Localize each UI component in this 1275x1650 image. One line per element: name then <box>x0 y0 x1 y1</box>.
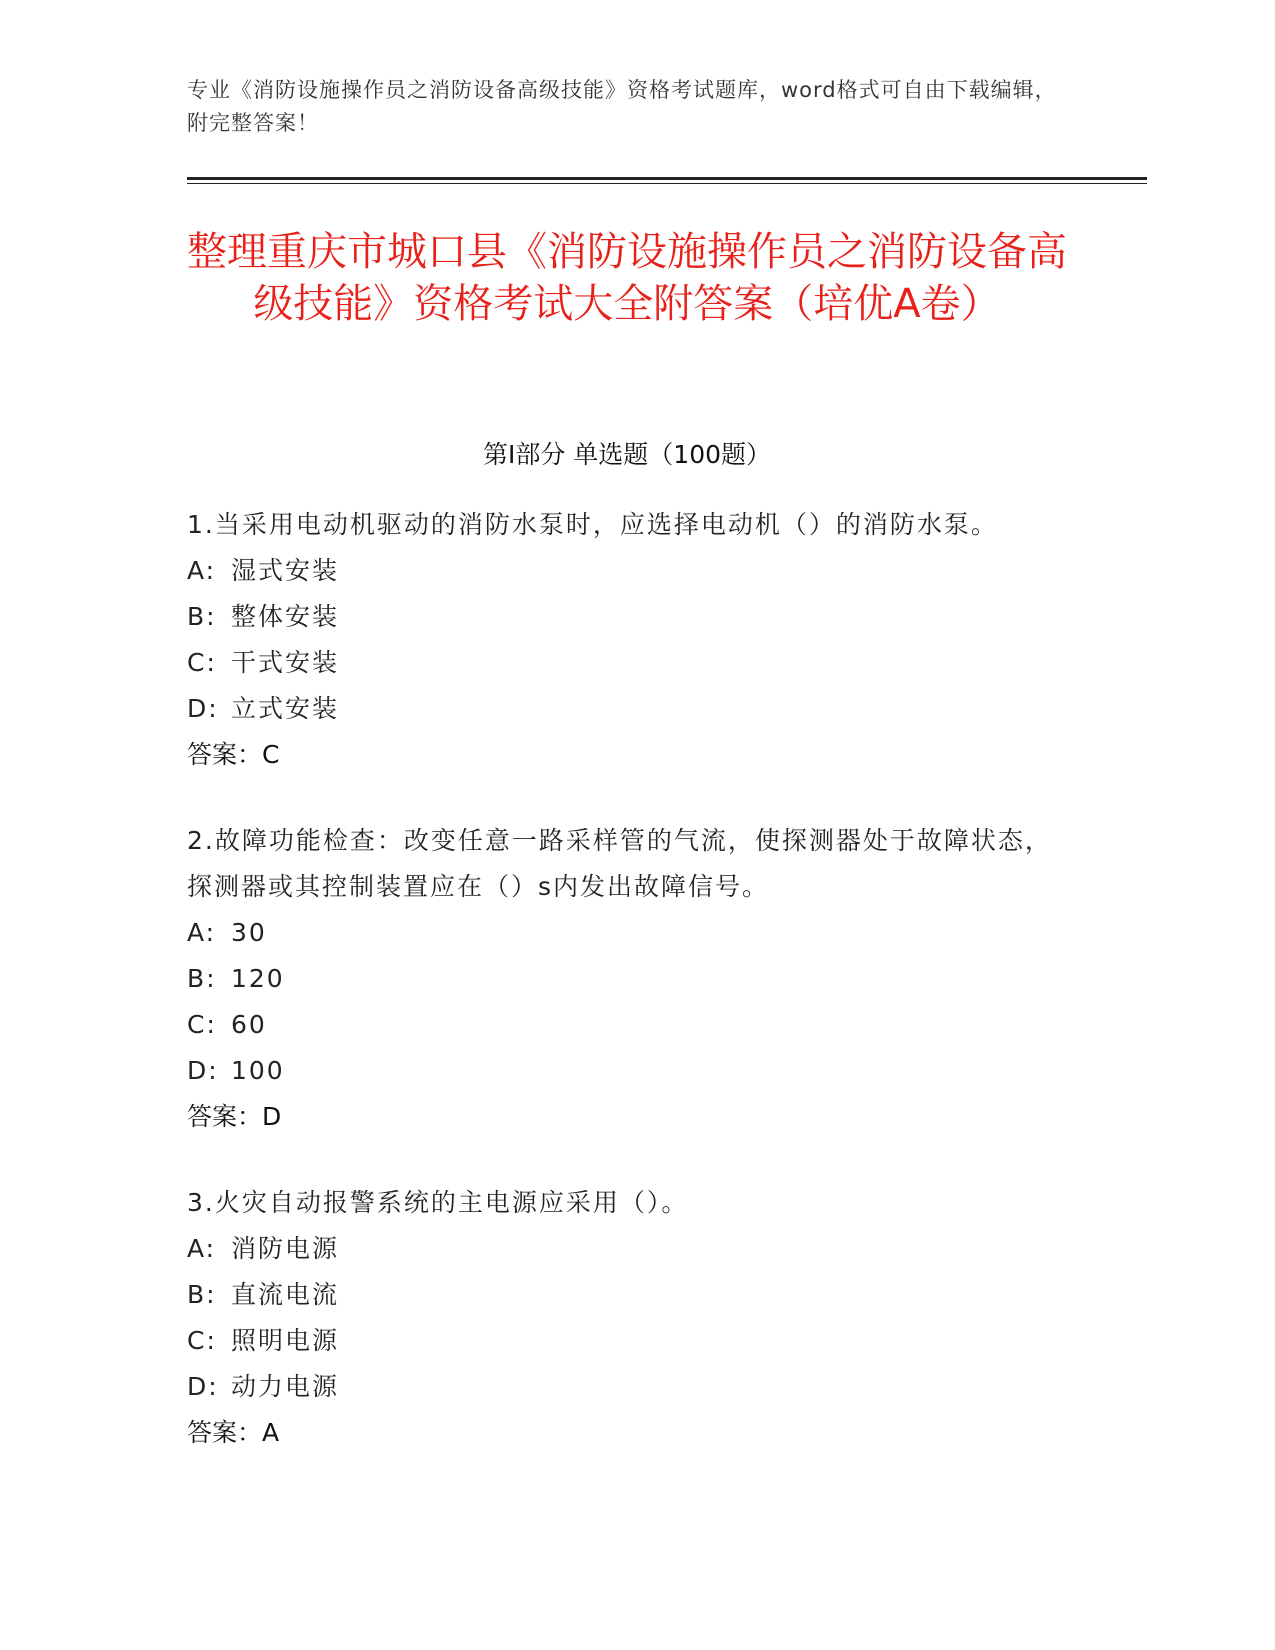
option-key: A: <box>187 1234 217 1263</box>
option-c <box>187 640 1067 686</box>
option-key: B: <box>187 1280 217 1309</box>
option-c <box>187 1002 1067 1048</box>
option-key: B: <box>187 602 217 631</box>
option-text: 干式安装 <box>231 648 340 677</box>
option-text: 动力电源 <box>231 1372 340 1401</box>
question-3 <box>187 1180 1067 1456</box>
option-text: 120 <box>231 964 285 993</box>
option-c <box>187 1318 1067 1364</box>
option-d <box>187 686 1067 732</box>
option-text: 照明电源 <box>231 1326 340 1355</box>
option-key: D: <box>187 694 219 723</box>
answer-prefix: 答案： <box>187 1102 263 1131</box>
option-text: 100 <box>231 1056 285 1085</box>
option-text: 30 <box>231 918 267 947</box>
option-b <box>187 956 1067 1002</box>
question-1 <box>187 502 1067 778</box>
option-text: 直流电流 <box>231 1280 340 1309</box>
option-b <box>187 594 1067 640</box>
section-heading: 第I部分 单选题（100题） <box>482 440 772 469</box>
answer-line <box>187 1410 1067 1456</box>
option-text: 60 <box>231 1010 267 1039</box>
option-key: D: <box>187 1372 219 1401</box>
answer-prefix: 答案： <box>187 1418 263 1447</box>
option-key: A: <box>187 918 217 947</box>
answer-line <box>187 732 1067 778</box>
option-b <box>187 1272 1067 1318</box>
option-d <box>187 1364 1067 1410</box>
option-text: 消防电源 <box>231 1234 340 1263</box>
answer-value: C <box>262 740 280 769</box>
option-key: C: <box>187 1326 217 1355</box>
option-text: 整体安装 <box>231 602 340 631</box>
header-note: 专业《消防设施操作员之消防设备高级技能》资格考试题库，word格式可自由下载编辑，附完整答案！ <box>187 78 1057 135</box>
question-stem: 2.故障功能检查：改变任意一路采样管的气流，使探测器处于故障状态，探测器或其控制装置应在（）s内发出故障信号。 <box>187 826 1052 901</box>
option-d <box>187 1048 1067 1094</box>
question-stem: 3.火灾自动报警系统的主电源应采用（）。 <box>187 1188 689 1217</box>
option-key: C: <box>187 648 217 677</box>
answer-value: D <box>262 1102 282 1131</box>
option-a <box>187 548 1067 594</box>
document-title: 整理重庆市城口县《消防设施操作员之消防设备高级技能》资格考试大全附答案（培优A卷） <box>187 229 1067 327</box>
option-key: D: <box>187 1056 219 1085</box>
option-text: 湿式安装 <box>231 556 340 585</box>
header-divider-thin <box>187 183 1147 184</box>
option-a <box>187 910 1067 956</box>
question-stem: 1.当采用电动机驱动的消防水泵时，应选择电动机（）的消防水泵。 <box>187 510 998 539</box>
option-a <box>187 1226 1067 1272</box>
answer-prefix: 答案： <box>187 740 263 769</box>
option-key: A: <box>187 556 217 585</box>
option-key: C: <box>187 1010 217 1039</box>
option-key: B: <box>187 964 217 993</box>
header-divider-thick <box>187 177 1147 180</box>
answer-line <box>187 1094 1067 1140</box>
answer-value: A <box>262 1418 280 1447</box>
option-text: 立式安装 <box>231 694 340 723</box>
question-2 <box>187 818 1067 1140</box>
